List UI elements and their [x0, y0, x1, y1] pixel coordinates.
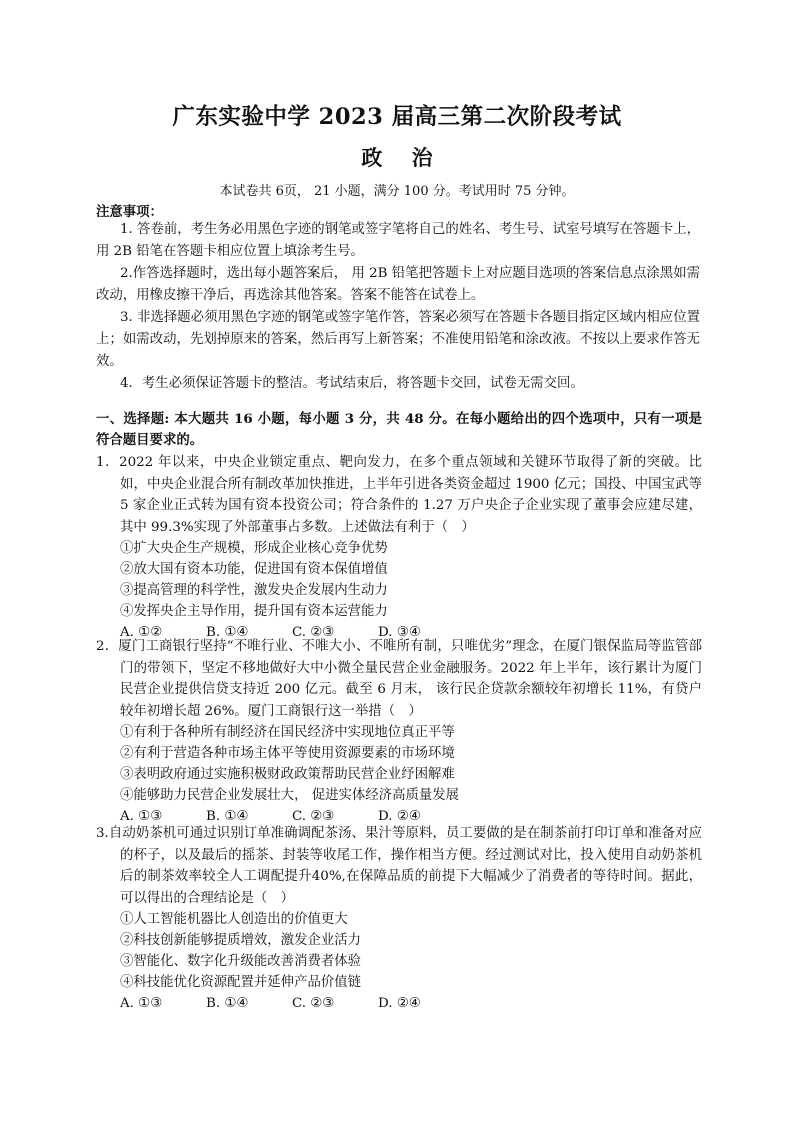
option-statement: ③提高管理的科学性，激发央企发展内生动力: [120, 583, 388, 598]
subject-title: 政 治: [361, 145, 433, 170]
answer-choice: C. ②③: [292, 625, 335, 640]
exam-title: 广东实验中学 2023 届高三第二次阶段考试: [172, 104, 622, 130]
question-1: [96, 452, 702, 643]
answer-choice: C. ②③: [292, 996, 335, 1011]
option-statement: ①扩大央企生产规模，形成企业核心竞争优势: [120, 541, 388, 556]
question-2: [96, 636, 702, 827]
option-statement: ①人工智能机器比人创造出的价值更大: [120, 912, 348, 927]
notes-list: [96, 219, 700, 395]
note-item: 3. 非选择题必须用黑色字迹的钢笔或签字笔作答，答案必须写在答题卡各题目指定区域内相应位置上；如需改动，先划掉原来的答案，然后再写上新答案；不准使用铅笔和涂改液。不按以上要求作答无效。: [96, 310, 700, 369]
note-item: 1. 答卷前，考生务必用黑色字迹的钢笔或签字笔将自己的姓名、考生号、试室号填写在答题卡上，用 2B 铅笔在答题卡相应位置上填涂考生号。: [96, 222, 700, 259]
question-stem: 2．厦门工商银行坚持“不唯行业、不唯大小、不唯所有制，只唯优劣”理念，在厦门银保监局等监管部门的带领下，坚定不移地做好大中小微全量民营企业金融服务。2022 年上半年，该行累计为厦门民营企业提供信贷支持近 200 亿元。截至 6 月末， 该行民企贷款余额较年初增长 11%，有贷户较年初增长超 26%。厦门工商银行这一举措（ ）: [96, 639, 702, 719]
option-statement: ②放大国有资本功能，促进国有资本保值增值: [120, 562, 388, 577]
option-statement: ③表明政府通过实施积极财政政策帮助民营企业纾困解难: [120, 767, 455, 782]
answer-choice: C. ②③: [292, 809, 335, 824]
option-statement: ④科技能优化资源配置并延伸产品价值链: [120, 975, 362, 990]
option-statement: ③智能化、数字化升级能改善消费者体验: [120, 954, 362, 969]
option-statement: ①有利于各种所有制经济在国民经济中实现地位真正平等: [120, 725, 455, 740]
option-statement: ④发挥央企主导作用，提升国有资本运营能力: [120, 604, 388, 619]
answer-choice: A. ①②: [120, 625, 163, 640]
option-statement: ④能够助力民营企业发展壮大， 促进实体经济高质量发展: [120, 788, 460, 803]
answer-choice: A. ①③: [120, 809, 163, 824]
answer-choice: A. ①③: [120, 996, 163, 1011]
answer-choice: D. ②④: [378, 996, 421, 1011]
note-item: 2.作答选择题时，选出每小题答案后， 用 2B 铅笔把答题卡上对应题目选项的答案信息点涂黑如需改动，用橡皮擦干净后，再选涂其他答案。答案不能答在试卷上。: [96, 266, 700, 303]
answer-choice: B. ①④: [206, 996, 249, 1011]
section-heading: 一、选择题: 本大题共 16 小题，每小题 3 分，共 48 分。在每小题给出的四个选项中，只有一项是符合题目要求的。: [96, 411, 702, 448]
note-item: 4．考生必须保证答题卡的整洁。考试结束后，将答题卡交回，试卷无需交回。: [120, 376, 584, 391]
answer-choice: B. ①④: [206, 625, 249, 640]
question-stem: 3.自动奶茶机可通过识别订单准确调配茶汤、果汁等原料，员工要做的是在制茶前打印订单和准备对应的杯子，以及最后的摇茶、封装等收尾工作，操作相当方便。经过测试对比，投入使用自动奶茶机后的制茶效率较全人工调配提升40%,在保障品质的前提下大幅减少了消费者的等待时间。据此，可以得出的合理结论是（ ）: [96, 826, 702, 906]
option-statement: ②有利于营造各种市场主体平等使用资源要素的市场环境: [120, 746, 455, 761]
option-statement: ②科技创新能够提质增效，激发企业活力: [120, 933, 362, 948]
answer-choice: B. ①④: [206, 809, 249, 824]
question-3: [96, 823, 702, 1014]
answer-choice: D. ③④: [378, 625, 421, 640]
exam-info: 本试卷共 6页， 21 小题，满分 100 分。考试用时 75 分钟。: [219, 184, 575, 199]
question-stem: 1．2022 年以来，中央企业锁定重点、靶向发力，在多个重点领域和关键环节取得了新的突破。比如，中央企业混合所有制改革加快推进，上半年引进各类资金超过 1900 亿元；国投、中国宝武等 5 家企业正式转为国有资本投资公司；符合条件的 1.27 万户央企子企业实现了董事会应建尽建，其中 99.3%实现了外部董事占多数。上述做法有利于（ ）: [96, 455, 702, 535]
answer-choice: D. ②④: [378, 809, 421, 824]
answer-choices: [96, 993, 702, 1014]
notes-heading: 注意事项：: [96, 204, 163, 220]
